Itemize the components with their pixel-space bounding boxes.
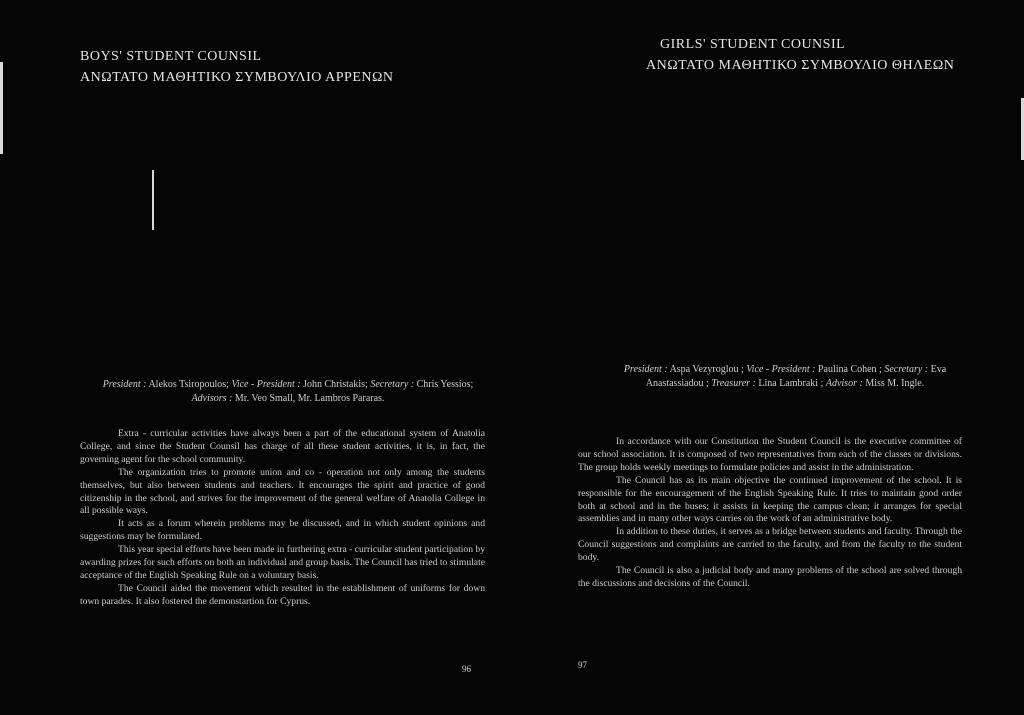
scan-edge-left xyxy=(0,62,3,154)
secretary-role: Secretary : xyxy=(370,379,415,390)
right-paragraph-2: The Council has as its main objective the continued improvement of the school. It is responsible for the encouragement of the English Speaking Rule. It tries to maintain good order both at school and in the buses; it assists in keeping the campus clean; it arranges for special assemblies and in many other ways carries on the work of an administrative body. xyxy=(578,474,962,525)
right-body xyxy=(578,436,962,591)
right-photo-caption xyxy=(620,363,950,391)
president-name: Alekos Tsiropoulos; xyxy=(148,379,229,390)
treasurer-name: Lina Lambraki ; xyxy=(758,378,824,389)
advisor-name: Miss M. Ingle. xyxy=(865,378,925,389)
left-paragraph-5: The Council aided the movement which resulted in the establishment of uniforms for down town parades. It also fostered the demonstartion for Cyprus. xyxy=(80,582,485,607)
right-title-en: GIRLS' STUDENT COUNSIL xyxy=(660,37,846,52)
left-title-gr: ΑΝΩΤΑΤΟ ΜΑΘΗΤΙΚΟ ΣΥΜΒΟΥΛΙΟ ΑΡΡΕΝΩΝ xyxy=(80,70,394,85)
president-name: Aspa Vezyroglou ; xyxy=(669,364,744,375)
left-paragraph-2: The organization tries to promote union and co - operation not only among the students themselves, but also between students and teachers. It encourages the spirit and practice of good citizenship in the school, and strives for the improvement of the general welfare of Anatolia College in all possible ways. xyxy=(80,466,485,517)
vice-president-name: John Christakis; xyxy=(303,379,368,390)
left-paragraph-1: Extra - curricular activities have always been a part of the educational system of Anatolia College, and since the Student Counsil has charge of all these student activities, it is, in fact, the governing agent for the school community. xyxy=(80,428,485,465)
vice-president-role: Vice - President : xyxy=(231,379,301,390)
right-title-gr: ΑΝΩΤΑΤΟ ΜΑΘΗΤΙΚΟ ΣΥΜΒΟΥΛΙΟ ΘΗΛΕΩΝ xyxy=(646,58,955,73)
left-body xyxy=(80,428,485,609)
vice-president-name: Paulina Cohen ; xyxy=(817,364,882,375)
right-paragraph-4: The Council is also a judicial body and many problems of the school are solved through the discussions and decisions of the Council. xyxy=(578,565,962,589)
left-paragraph-4: This year special efforts have been made in furthering extra - curricular student participation by awarding prizes for such efforts on both an individual and group basis. The Council has tried to stimulate acceptance of the English Speaking Rule on a voluntary basis. xyxy=(80,544,485,581)
photo-edge-mark xyxy=(152,170,154,230)
advisors-name: Mr. Veo Small, Mr. Lambros Pararas. xyxy=(234,393,385,404)
president-role: President : xyxy=(623,364,668,375)
left-page-number: 96 xyxy=(462,664,471,674)
left-photo-caption xyxy=(90,378,486,406)
right-paragraph-3: In addition to these duties, it serves as a bridge between students and faculty. Through the Council suggestions and complaints are carried to the faculty, and from the faculty to the student body. xyxy=(578,526,962,564)
advisor-role: Advisor : xyxy=(825,378,863,389)
advisors-role: Advisors : xyxy=(191,393,233,404)
right-page-number: 97 xyxy=(578,660,587,670)
secretary-role: Secretary : xyxy=(884,364,929,375)
left-paragraph-3: It acts as a forum wherein problems may be discussed, and in which student opinions and suggestions may be formulated. xyxy=(80,518,485,543)
right-paragraph-1: In accordance with our Constitution the Student Council is the executive committee of our school association. It is composed of two representatives from each of the classes or divisions. The group holds weekly meetings to formulate policies and assist in the administration. xyxy=(578,436,962,473)
left-title-en: BOYS' STUDENT COUNSIL xyxy=(80,49,262,64)
treasurer-role: Treasurer : xyxy=(711,378,756,389)
secretary-name: Eva Anastassiadou ; xyxy=(645,364,947,389)
vice-president-role: Vice - President : xyxy=(746,364,816,375)
secretary-name: Chris Yessios; xyxy=(416,379,474,390)
president-role: President : xyxy=(102,379,147,390)
